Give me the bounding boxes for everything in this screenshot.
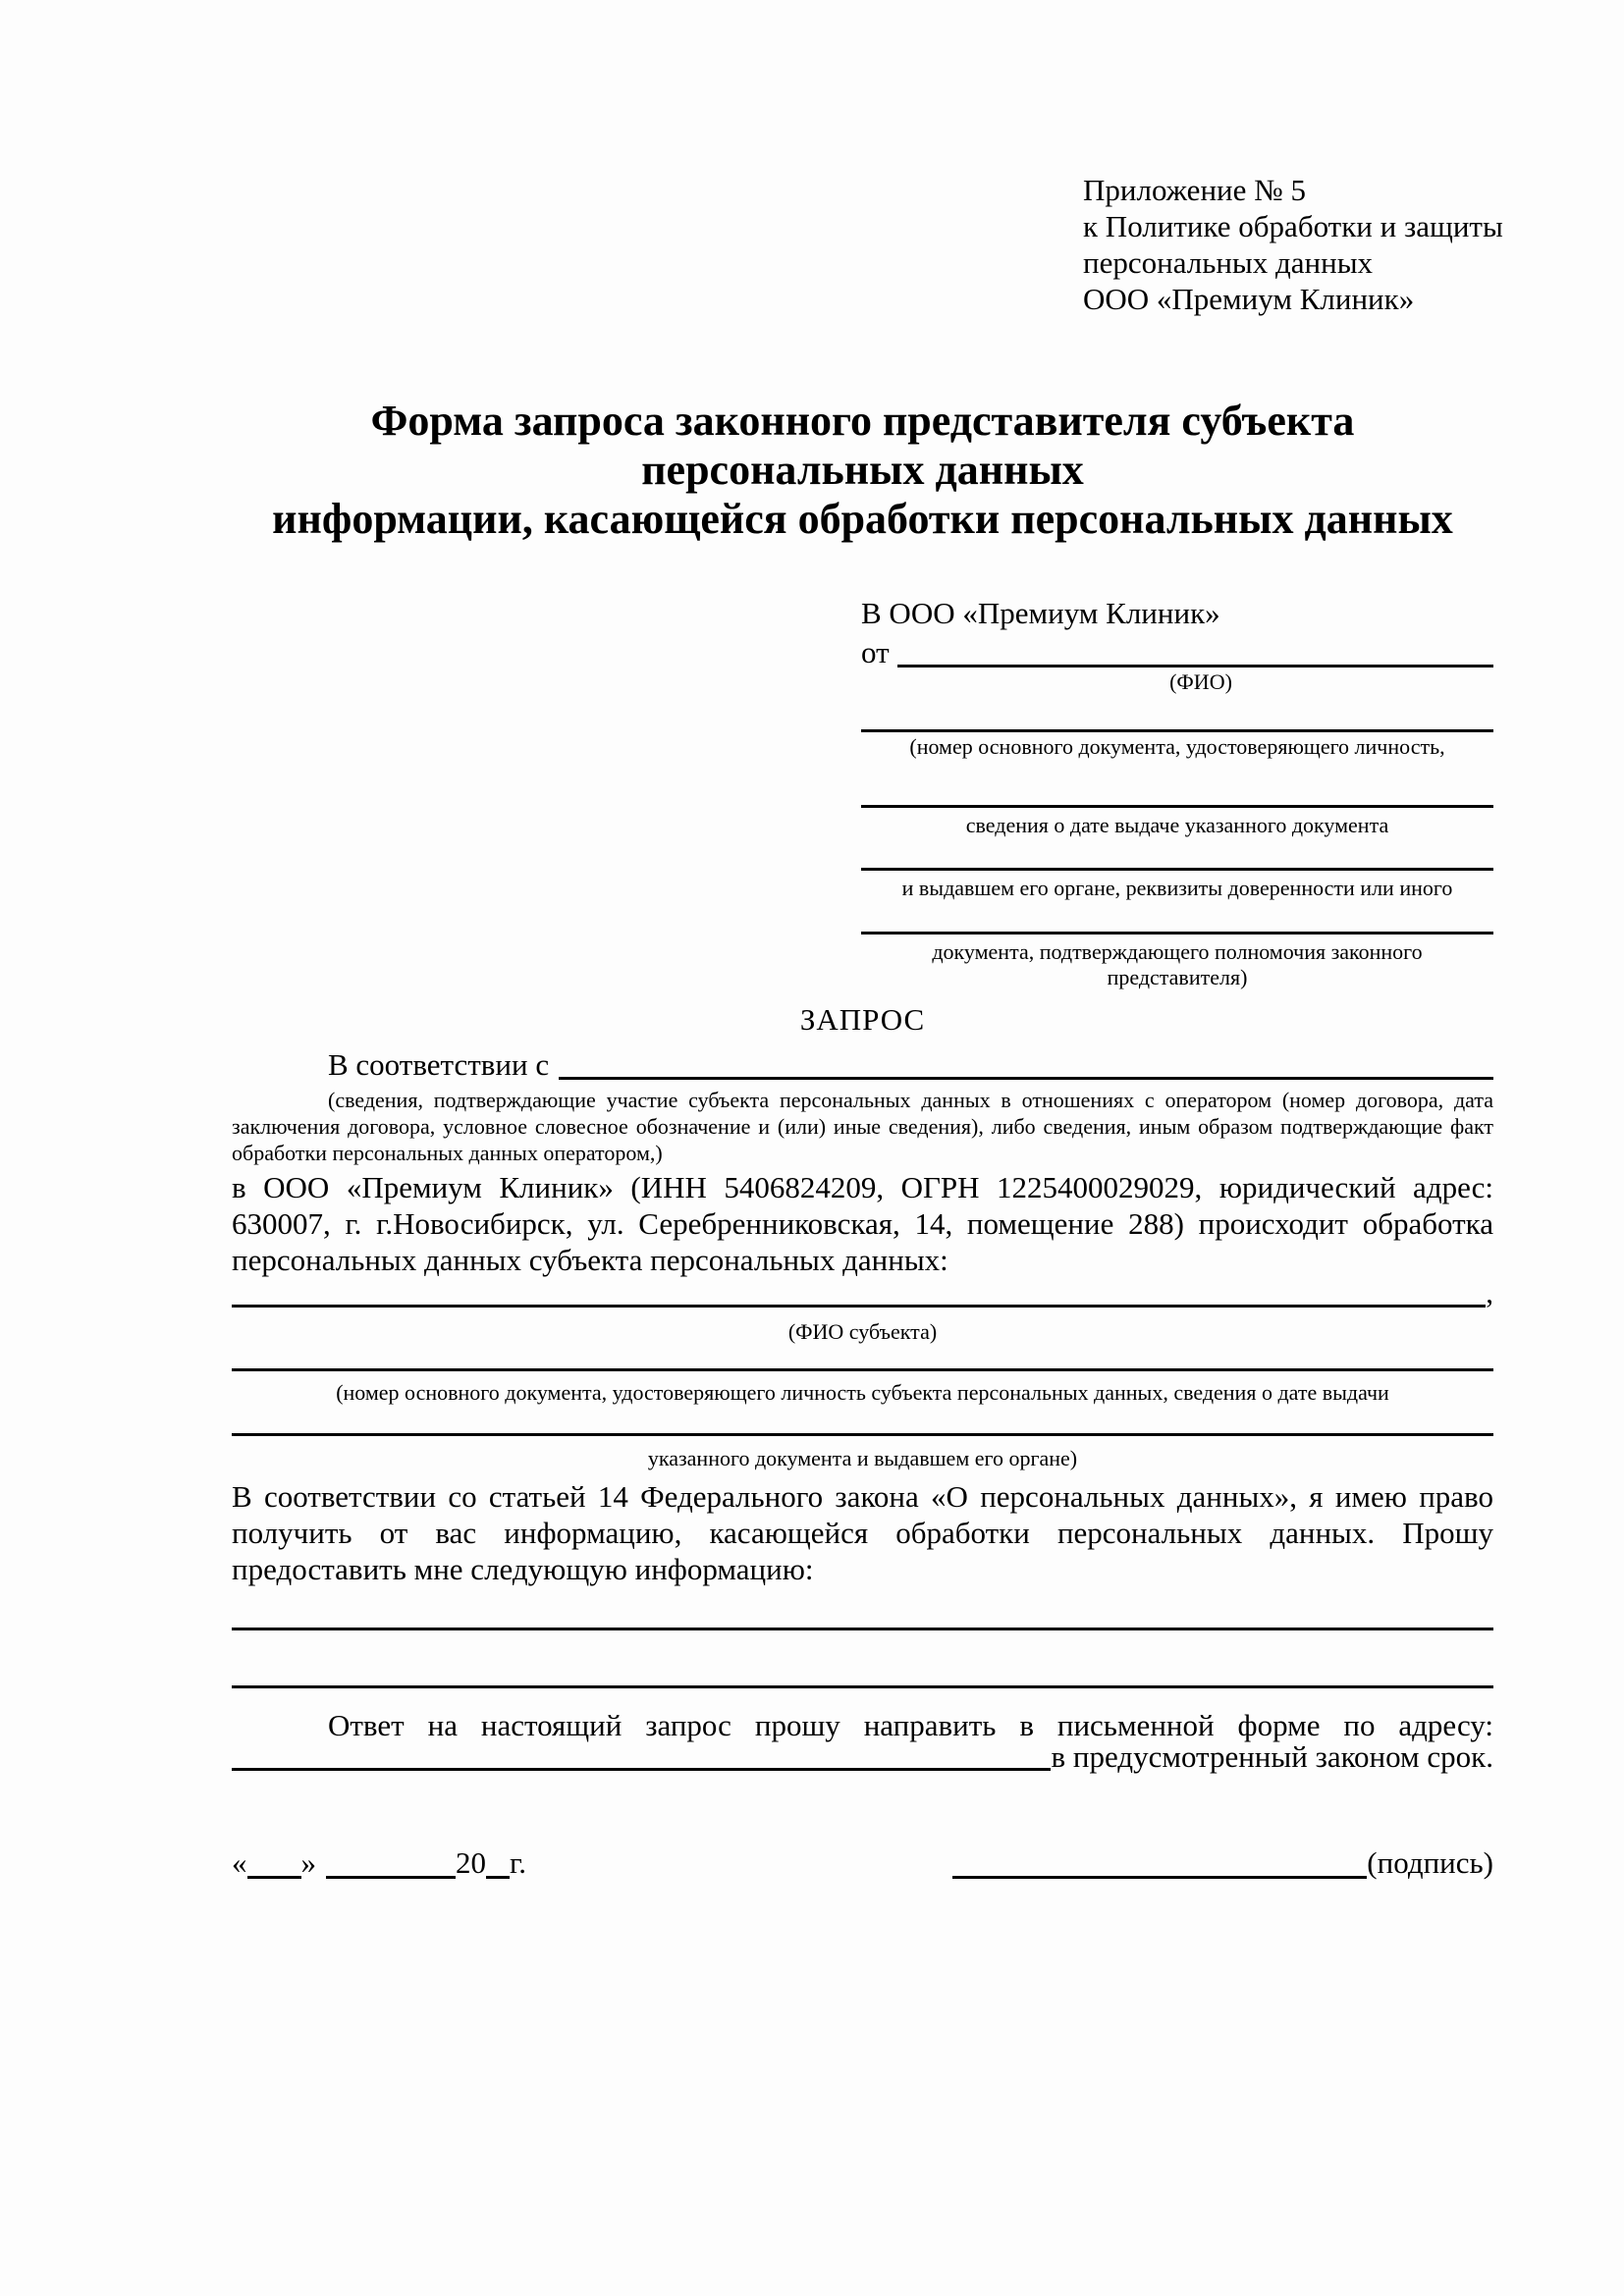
field-caption-2: сведения о дате выдаче указанного документа — [965, 813, 1389, 837]
appendix-line-1: Приложение № 5 — [1083, 173, 1306, 207]
addressee-block — [861, 595, 1493, 990]
subject-fio-blank-line — [232, 1278, 1486, 1308]
reply-address-blank-line — [232, 1743, 1051, 1771]
month-blank-line — [326, 1847, 456, 1879]
subject-document-caption-2: указанного документа и выдавшем его органе) — [647, 1446, 1078, 1470]
fio-caption: (ФИО) — [1169, 669, 1232, 694]
document-title — [232, 397, 1493, 544]
request-body — [232, 1042, 1493, 1879]
requested-info-blank-line-2 — [232, 1685, 1493, 1688]
title-line-2: информации, касающейся обработки персональных данных — [272, 495, 1453, 543]
year-prefix: 20 — [456, 1845, 486, 1880]
operator-paragraph: в ООО «Премиум Клиник» (ИНН 5406824209, ОГРН 1225400029029, юридический адрес: 630007, г. г.Новосибирск, ул. Серебренниковская, 14, помещение 288) происходит обработка персональных данных субъекта персональных данных: — [232, 1170, 1493, 1277]
date-signature-row — [232, 1847, 1493, 1879]
blank-line-issuing-authority — [861, 868, 1493, 871]
basis-blank-line — [559, 1050, 1493, 1080]
close-quote: » — [300, 1845, 316, 1880]
signature-caption: (подпись) — [1367, 1845, 1493, 1880]
appendix-line-2: к Политике обработки и защиты — [1083, 209, 1503, 243]
appendix-line-4: ООО «Премиум Клиник» — [1083, 282, 1415, 316]
field-caption-4: документа, подтверждающего полномочия законного представителя) — [932, 939, 1423, 989]
field-caption-3: и выдавшем его органе, реквизиты доверенности или иного — [901, 876, 1453, 900]
year-blank-line — [486, 1847, 510, 1879]
signature-blank-line — [952, 1847, 1367, 1879]
subject-document-blank-line — [232, 1368, 1493, 1371]
basis-caption: (сведения, подтверждающие участие субъекта персональных данных в отношениях с оператором (номер договора, дата заключения договора, условное словесное обозначение и (или) иные сведения), либо сведения, иным образом подтверждающие факт обработки персональных данных оператором,) — [232, 1088, 1493, 1165]
subject-fio-caption: (ФИО субъекта) — [787, 1319, 938, 1344]
basis-label: В соответствии с — [328, 1047, 550, 1082]
field-caption-1: (номер основного документа, удостоверяющего личность, — [909, 734, 1445, 759]
addressee-to: В ООО «Премиум Клиник» — [861, 596, 1220, 630]
signature-group — [952, 1847, 1493, 1879]
from-blank-line — [897, 638, 1493, 667]
title-line-1: Форма запроса законного представителя субъекта персональных данных — [370, 397, 1355, 494]
blank-line-document-number — [861, 729, 1493, 732]
trailing-comma: , — [1486, 1275, 1493, 1309]
date-group — [232, 1847, 526, 1879]
subject-document-caption-1: (номер основного документа, удостоверяющего личность субъекта персональных данных, сведения о дате выдачи — [336, 1380, 1389, 1405]
subject-document-blank-line-2 — [232, 1433, 1493, 1436]
request-heading: ЗАПРОС — [799, 1002, 926, 1037]
rights-paragraph: В соответствии со статьей 14 Федерального закона «О персональных данных», я имею право получить от вас информацию, касающейся обработки персональных данных. Прошу предоставить мне следующую информацию: — [232, 1479, 1493, 1586]
year-suffix: г. — [510, 1845, 526, 1880]
reply-tail: в предусмотренный законом срок. — [1051, 1739, 1493, 1774]
from-row — [861, 635, 1493, 669]
open-quote: « — [232, 1845, 247, 1880]
from-label: от — [861, 635, 890, 669]
basis-row — [232, 1047, 1493, 1082]
day-blank-line — [247, 1847, 301, 1879]
subject-fio-row — [232, 1275, 1493, 1309]
reply-paragraph: Ответ на настоящий запрос прошу направить в письменной форме по адресу: — [328, 1708, 1493, 1742]
appendix-line-3: персональных данных — [1083, 245, 1374, 280]
requested-info-blank-line-1 — [232, 1628, 1493, 1630]
blank-line-authority-document — [861, 932, 1493, 934]
appendix-block — [1083, 172, 1535, 317]
blank-line-issue-date — [861, 805, 1493, 808]
reply-address-row — [232, 1739, 1493, 1774]
